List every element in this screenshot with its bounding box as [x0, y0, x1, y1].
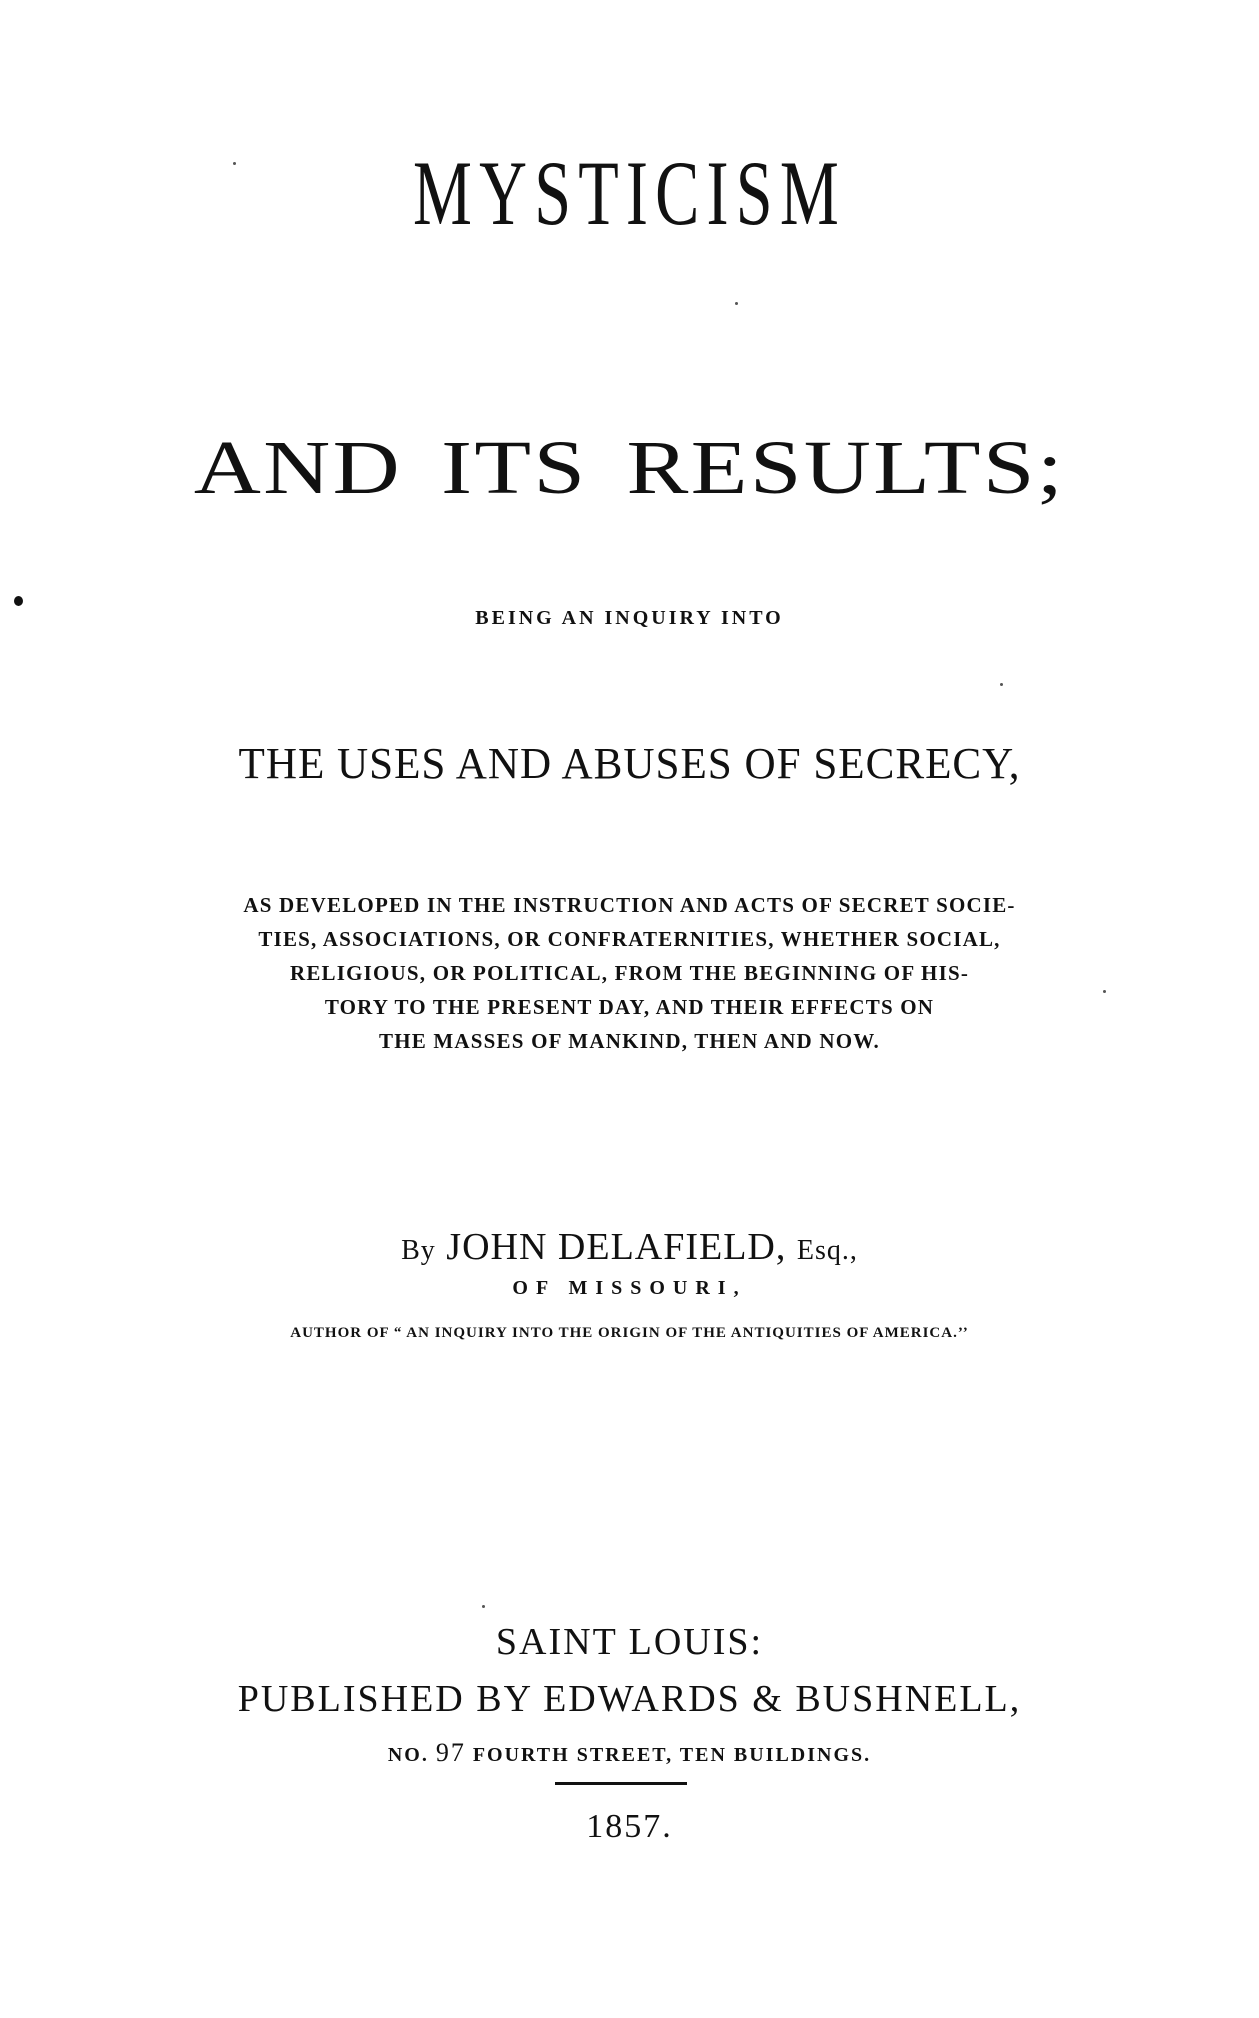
description-line: TIES, ASSOCIATIONS, OR CONFRATERNITIES, WHETHER SOCIAL, — [258, 927, 1001, 951]
book-title-main: MYSTICISM — [413, 142, 846, 244]
author-by: By — [401, 1235, 436, 1266]
author-line — [0, 1225, 1259, 1269]
address-number: 97 — [435, 1738, 466, 1767]
book-title-subtitle — [0, 425, 1259, 512]
description-line: TORY TO THE PRESENT DAY, AND THEIR EFFECTS ON — [324, 995, 935, 1019]
print-speck — [1000, 683, 1003, 686]
author-suffix: Esq., — [796, 1235, 858, 1266]
subtitle-word: RESULTS; — [626, 426, 1066, 510]
author-origin: OF MISSOURI, — [512, 1277, 747, 1299]
author-credit: AUTHOR OF “ AN INQUIRY INTO THE ORIGIN OF THE ANTIQUITIES OF AMERICA.’’ — [290, 1325, 969, 1341]
print-speck — [735, 302, 738, 305]
subject-line: THE USES AND ABUSES OF SECRECY, — [238, 739, 1021, 788]
description-block — [0, 888, 1259, 1058]
imprint-year: 1857. — [586, 1808, 673, 1845]
address-rest: FOURTH STREET, TEN BUILDINGS. — [472, 1744, 872, 1766]
subtitle-word: ITS — [441, 426, 588, 510]
imprint-publisher: PUBLISHED BY EDWARDS & BUSHNELL, — [237, 1678, 1022, 1720]
description-line: AS DEVELOPED IN THE INSTRUCTION AND ACTS OF SECRET SOCIE- — [243, 893, 1016, 917]
subtitle-word: AND — [193, 426, 403, 510]
address-prefix: NO. — [387, 1744, 429, 1766]
author-name: JOHN DELAFIELD, — [446, 1226, 787, 1268]
margin-bullet-mark — [14, 596, 23, 606]
description-line: THE MASSES OF MANKIND, THEN AND NOW. — [379, 1029, 880, 1053]
print-speck — [482, 1605, 485, 1608]
imprint-address — [0, 1738, 1259, 1768]
description-line: RELIGIOUS, OR POLITICAL, FROM THE BEGINNING OF HIS- — [289, 961, 970, 985]
divider-rule — [555, 1782, 687, 1785]
intro-line: BEING AN INQUIRY INTO — [475, 607, 784, 629]
imprint-city: SAINT LOUIS: — [495, 1621, 764, 1663]
